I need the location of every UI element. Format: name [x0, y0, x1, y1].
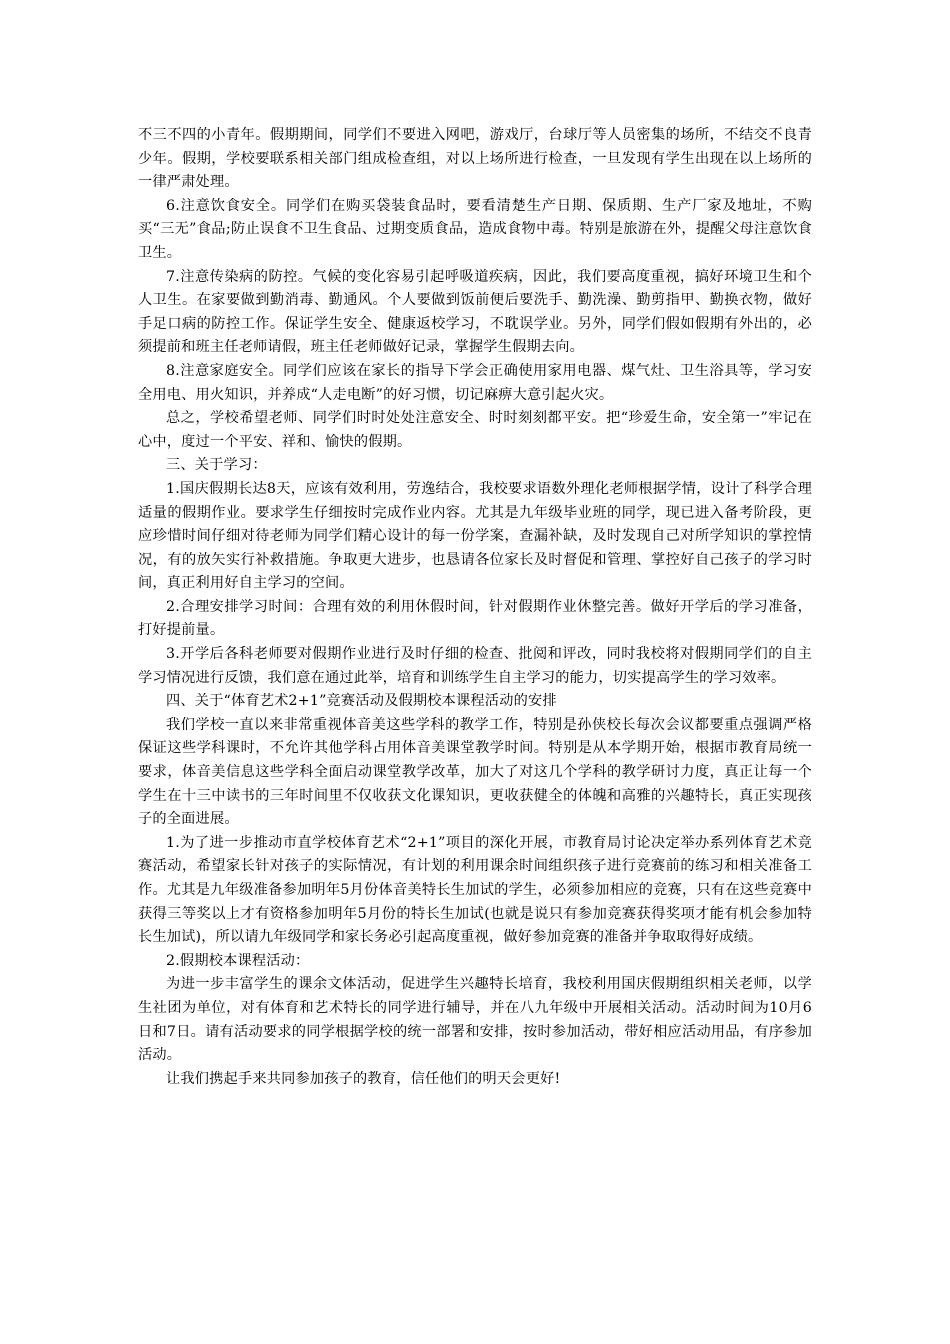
paragraph-homework-review: 3.开学后各科老师要对假期作业进行及时仔细的检查、批阅和评改，同时我校将对假期同学们的自主学习情况进行反馈，我们意在通过此举，培育和训练学生自主学习的能力，切实提高学生的学习效率。 — [138, 646, 812, 686]
paragraph-homework: 1.国庆假期长达8天，应该有效利用，劳逸结合，我校要求语数外理化老师根据学情，设计了科学合理适量的假期作业。要求学生仔细按时完成作业内容。尤其是九年级毕业班的同学，现已进入备考阶段，更应珍惜时间仔细对待老师为同学们精心设计的每一份学案，查漏补缺，及时发现自己对所学知识的掌控情况，有的放矢实行补救措施。争取更大进步，也恳请各位家长及时督促和管理、掌控好自己孩子的学习时间，真正利用好自主学习的空间。 — [138, 480, 812, 592]
section-heading-study: 三、关于学习： — [166, 457, 267, 474]
paragraph-arts-intro: 我们学校一直以来非常重视体音美这些学科的教学工作，特别是孙侠校长每次会议都要重点强调严格保证这些学科课时，不允许其他学科占用体音美课堂教学时间。特别是从本学期开始，根据市教育局统一要求，体音美信息这些学科全面启动课堂教学改革，加大了对这几个学科的教学研讨力度，真正让每一个学生在十三中读书的三年时间里不仅收获文化课知识，更收获健全的体魄和高雅的兴趣特长，真正实现孩子的全面进展。 — [138, 716, 812, 828]
paragraph-competition: 1.为了进一步推动市直学校体育艺术“2+1”项目的深化开展，市教育局讨论决定举办系列体育艺术竞赛活动，希望家长针对孩子的实际情况，有计划的利用课余时间组织孩子进行竞赛前的练习和相关准备工作。尤其是九年级准备参加明年5月份体音美特长生加试的学生，必须参加相应的竞赛，只有在这些竞赛中获得三等奖以上才有资格参加明年5月份的特长生加试(也就是说只有参加竞赛获得奖项才能有机会参加特长生加试)，所以请九年级同学和家长务必引起高度重视，做好参加竞赛的准备并争取取得好成绩。 — [138, 834, 812, 946]
paragraph-food-safety: 6.注意饮食安全。同学们在购买袋装食品时，要看清楚生产日期、保质期、生产厂家及地址，不购买“三无”食品;防止误食不卫生食品、过期变质食品，造成食物中毒。特别是旅游在外，提醒父母注意饮食卫生。 — [138, 197, 812, 261]
paragraph-study-time: 2.合理安排学习时间：合理有效的利用休假时间，针对假期作业休整完善。做好开学后的学习准备，打好提前量。 — [138, 598, 812, 639]
paragraph-closing: 让我们携起手来共同参加孩子的教育，信任他们的明天会更好! — [166, 1070, 561, 1087]
section-heading-arts: 四、关于“体育艺术2+1”竞赛活动及假期校本课程活动的安排 — [166, 693, 557, 710]
paragraph-school-courses: 为进一步丰富学生的课余文体活动，促进学生兴趣特长培育，我校利用国庆假期组织相关老师，以学生社团为单位，对有体育和艺术特长的同学进行辅导，并在八九年级中开展相关活动。活动时间为10月6日和7日。请有活动要求的同学根据学校的统一部署和安排，按时参加活动，带好相应活动用品，有序参加活动。 — [138, 976, 812, 1064]
paragraph-continuation: 不三不四的小青年。假期期间，同学们不要进入网吧，游戏厅，台球厅等人员密集的场所，不结交不良青少年。假期，学校要联系相关部门组成检查组，对以上场所进行检查，一旦发现有学生出现在以上场所的一律严肃处理。 — [138, 127, 812, 191]
paragraph-disease-prevention: 7.注意传染病的防控。气候的变化容易引起呼吸道疾病，因此，我们要高度重视，搞好环境卫生和个人卫生。在家要做到勤消毒、勤通风。个人要做到饭前便后要洗手、勤洗澡、勤剪指甲、勤换衣物，做好手足口病的防控工作。保证学生安全、健康返校学习，不耽误学业。另外，同学们假如假期有外出的，必须提前和班主任老师请假，班主任老师做好记录，掌握学生假期去向。 — [138, 268, 812, 356]
paragraph-home-safety: 8.注意家庭安全。同学们应该在家长的指导下学会正确使用家用电器、煤气灶、卫生浴具等，学习安全用电、用火知识，并养成“人走电断”的好习惯，切记麻痹大意引起火灾。 — [138, 362, 812, 403]
subheading-school-courses: 2.假期校本课程活动： — [166, 952, 310, 969]
paragraph-safety-summary: 总之，学校希望老师、同学们时时处处注意安全、时时刻刻都平安。把“珍爱生命，安全第一”牢记在心中，度过一个平安、祥和、愉快的假期。 — [138, 410, 812, 450]
